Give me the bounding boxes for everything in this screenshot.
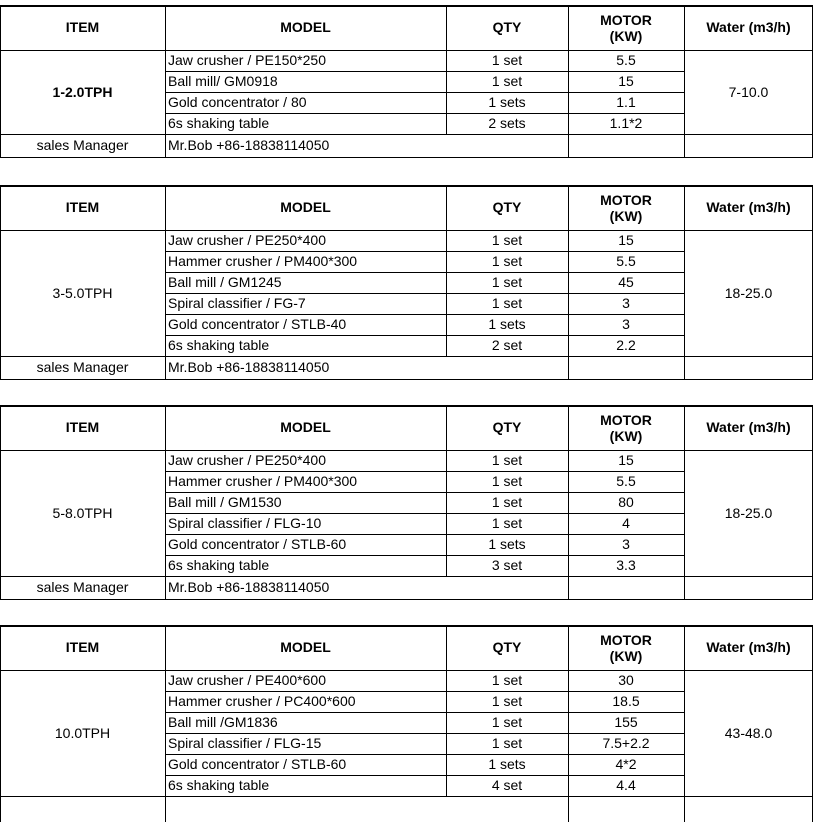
contact-label: sales Manager [36,359,129,375]
rule-left [0,5,1,157]
motor-cell: 3 [622,295,630,311]
model-cell: Spiral classifier / FLG-10 [168,515,322,531]
model-cell: Jaw crusher / PE150*250 [168,52,326,68]
qty-cell: 1 set [491,295,523,311]
rule-block-top [0,185,813,187]
qty-cell: 1 set [491,253,523,269]
motor-cell: 4 [622,515,630,531]
motor-cell: 1.1*2 [609,115,643,131]
rule-rows-bottom [0,796,813,797]
rule-contact-bottom [0,379,813,380]
motor-cell: 3 [622,316,630,332]
rule-col [446,185,447,356]
rule-row [165,251,684,252]
model-cell: Hammer crusher / PM400*300 [168,473,358,489]
motor-cell: 45 [618,274,634,290]
contact-value: Mr.Bob +86-18838114050 [168,137,330,153]
header-motor-line2: (KW) [609,207,643,224]
contact-value: Mr.Bob +86-18838114050 [168,359,330,375]
rule-row [165,733,684,734]
qty-cell: 1 set [491,473,523,489]
model-cell: Ball mill/ GM0918 [168,73,278,89]
qty-cell: 1 set [491,735,523,751]
rule-col [446,5,447,134]
motor-cell: 7.5+2.2 [602,735,650,751]
rule-col [165,625,166,822]
rule-block-top [0,625,813,627]
rule-row [165,272,684,273]
header-motor-line2: (KW) [609,647,643,664]
header-motor-line1: MOTOR [600,191,652,208]
motor-cell: 15 [618,73,634,89]
contact-label: sales Manager [36,579,129,595]
motor-cell: 5.5 [616,52,636,68]
header-water: Water (m3/h) [706,199,791,215]
header-item: ITEM [65,419,100,435]
qty-cell: 1 set [491,693,523,709]
motor-cell: 2.2 [616,337,636,353]
rule-row [165,534,684,535]
header-motor-line1: MOTOR [600,11,652,28]
rule-col [446,625,447,796]
header-item: ITEM [65,199,100,215]
rule-block-top [0,5,813,7]
qty-cell: 2 sets [488,115,526,131]
motor-cell: 5.5 [616,473,636,489]
motor-cell: 155 [614,714,638,730]
model-cell: Hammer crusher / PC400*600 [168,693,356,709]
rule-left [0,405,1,599]
qty-cell: 1 sets [488,316,526,332]
rule-row [165,775,684,776]
header-qty: QTY [492,199,522,215]
water-cell: 18-25.0 [724,504,773,521]
rule-col [684,5,685,157]
contact-label: sales Manager [36,137,129,153]
model-cell: Gold concentrator / STLB-60 [168,536,347,552]
qty-cell: 1 sets [488,756,526,772]
motor-cell: 3 [622,536,630,552]
header-qty: QTY [492,19,522,35]
header-motor [568,625,684,670]
header-qty: QTY [492,639,522,655]
rule-block-top [0,405,813,407]
rule-col [684,185,685,379]
rule-col [684,405,685,599]
model-cell: Jaw crusher / PE250*400 [168,452,326,468]
qty-cell: 1 set [491,714,523,730]
rule-row [165,513,684,514]
qty-cell: 1 set [491,494,523,510]
rule-row [165,335,684,336]
model-cell: Ball mill / GM1530 [168,494,282,510]
header-motor [568,185,684,230]
motor-cell: 1.1 [616,94,636,110]
rule-row [165,71,684,72]
motor-cell: 30 [618,672,634,688]
header-motor-line2: (KW) [609,27,643,44]
header-water: Water (m3/h) [706,639,791,655]
header-model: MODEL [280,19,331,35]
rule-row [165,314,684,315]
water-cell: 18-25.0 [724,284,773,301]
rule-row [165,471,684,472]
qty-cell: 1 set [491,515,523,531]
header-item: ITEM [65,639,100,655]
rule-row [165,113,684,114]
rule-left [0,625,1,822]
rule-row [165,492,684,493]
capacity-cell: 10.0TPH [54,724,111,741]
motor-cell: 3.3 [616,557,636,573]
qty-cell: 1 set [491,672,523,688]
motor-cell: 4*2 [615,756,637,772]
model-cell: 6s shaking table [168,337,270,353]
header-item: ITEM [65,19,100,35]
rule-row [165,92,684,93]
header-qty: QTY [492,419,522,435]
motor-cell: 15 [618,452,634,468]
qty-cell: 1 sets [488,94,526,110]
rule-col [568,405,569,599]
model-cell: Gold concentrator / STLB-40 [168,316,347,332]
rule-col [568,185,569,379]
qty-cell: 1 set [491,232,523,248]
header-model: MODEL [280,639,331,655]
header-model: MODEL [280,199,331,215]
rule-row [165,555,684,556]
model-cell: Jaw crusher / PE400*600 [168,672,326,688]
rule-row [165,712,684,713]
header-water: Water (m3/h) [706,419,791,435]
motor-cell: 4.4 [616,777,636,793]
rule-col [684,625,685,822]
motor-cell: 15 [618,232,634,248]
header-motor-line1: MOTOR [600,411,652,428]
header-water: Water (m3/h) [706,19,791,35]
model-cell: 6s shaking table [168,557,270,573]
water-cell: 7-10.0 [728,83,769,100]
qty-cell: 2 set [491,337,523,353]
rule-col [165,5,166,157]
capacity-cell: 1-2.0TPH [52,83,113,100]
motor-cell: 80 [618,494,634,510]
rule-left [0,185,1,379]
model-cell: Ball mill /GM1836 [168,714,278,730]
header-model: MODEL [280,419,331,435]
qty-cell: 1 set [491,274,523,290]
qty-cell: 4 set [491,777,523,793]
rule-row [165,754,684,755]
motor-cell: 18.5 [612,693,640,709]
qty-cell: 1 set [491,452,523,468]
qty-cell: 1 set [491,73,523,89]
model-cell: Gold concentrator / STLB-60 [168,756,347,772]
model-cell: Ball mill / GM1245 [168,274,282,290]
rule-col [568,5,569,157]
model-cell: 6s shaking table [168,777,270,793]
model-cell: Spiral classifier / FG-7 [168,295,306,311]
motor-cell: 5.5 [616,253,636,269]
header-motor [568,5,684,50]
rule-col [165,185,166,379]
model-cell: Jaw crusher / PE250*400 [168,232,326,248]
rule-col [165,405,166,599]
rule-col [568,625,569,822]
model-cell: Spiral classifier / FLG-15 [168,735,322,751]
rule-contact-bottom [0,157,813,158]
qty-cell: 1 sets [488,536,526,552]
qty-cell: 1 set [491,52,523,68]
rule-col [446,405,447,576]
header-motor-line1: MOTOR [600,631,652,648]
header-motor-line2: (KW) [609,427,643,444]
model-cell: 6s shaking table [168,115,270,131]
rule-contact-bottom [0,599,813,600]
capacity-cell: 3-5.0TPH [52,284,113,301]
header-motor [568,405,684,450]
qty-cell: 3 set [491,557,523,573]
rule-row [165,691,684,692]
model-cell: Gold concentrator / 80 [168,94,307,110]
rule-row [165,293,684,294]
capacity-cell: 5-8.0TPH [52,504,113,521]
contact-value: Mr.Bob +86-18838114050 [168,579,330,595]
water-cell: 43-48.0 [724,724,773,741]
model-cell: Hammer crusher / PM400*300 [168,253,358,269]
